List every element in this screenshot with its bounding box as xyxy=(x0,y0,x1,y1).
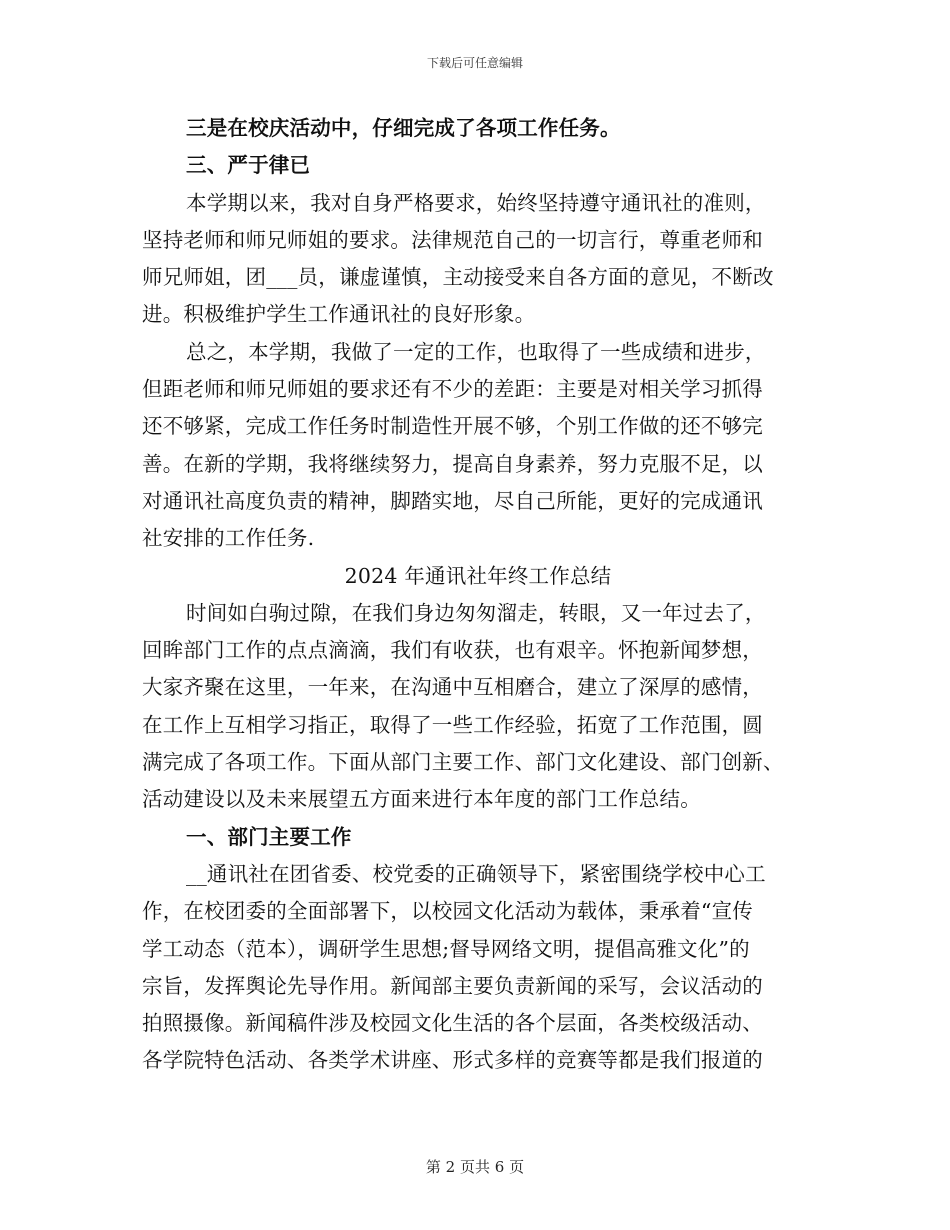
paragraph-line: 进。积极维护学生工作通讯社的良好形象。 xyxy=(142,302,536,327)
paragraph-line: 各学院特色活动、各类学术讲座、形式多样的竞赛等都是我们报道的 xyxy=(142,1048,763,1073)
paragraph-line: 作，在校团委的全面部署下，以校园文化活动为载体，秉承着“宣传 xyxy=(142,899,753,924)
paragraph-line: 满完成了各项工作。下面从部门主要工作、部门文化建设、部门创新、 xyxy=(142,750,784,775)
paragraph-line: __通讯社在团省委、校党委的正确领导下，紧密围绕学校中心工 xyxy=(186,861,766,886)
paragraph-line: 三是在校庆活动中，仔细完成了各项工作任务。 xyxy=(186,116,621,140)
page-footer: 第 2 页共 6 页 xyxy=(425,1158,525,1176)
section-heading: 三、严于律已 xyxy=(186,153,311,178)
paragraph-line: 坚持老师和师兄师姐的要求。法律规范自己的一切言行，尊重老师和 xyxy=(142,227,763,252)
paragraph-line: 师兄师姐，团___员，谦虚谨慎，主动接受来自各方面的意见，不断改 xyxy=(142,265,774,290)
paragraph-line: 活动建设以及未来展望五方面来进行本年度的部门工作总结。 xyxy=(142,787,701,812)
paragraph-line: 拍照摄像。新闻稿件涉及校园文化生活的各个层面，各类校级活动、 xyxy=(142,1011,763,1036)
paragraph-line: 时间如白驹过隙，在我们身边匆匆溜走，转眼，又一年过去了， xyxy=(186,600,766,625)
section-heading: 一、部门主要工作 xyxy=(186,824,352,849)
paragraph-line: 大家齐聚在这里，一年来，在沟通中互相磨合，建立了深厚的感情， xyxy=(142,675,763,700)
paragraph-line: 在工作上互相学习指正，取得了一些工作经验，拓宽了工作范围，圆 xyxy=(142,712,763,737)
paragraph-line: 回眸部门工作的点点滴滴，我们有收获，也有艰辛。怀抱新闻梦想， xyxy=(142,638,763,663)
paragraph-line: 宗旨，发挥舆论先导作用。新闻部主要负责新闻的采写，会议活动的 xyxy=(142,973,763,998)
paragraph-line: 但距老师和师兄师姐的要求还有不少的差距：主要是对相关学习抓得 xyxy=(142,377,763,402)
paragraph-line: 学工动态（范本），调研学生思想;督导网络文明，提倡高雅文化”的 xyxy=(142,936,750,961)
document-body xyxy=(142,110,814,1080)
page-header: 下载后可任意编辑 xyxy=(426,56,523,70)
paragraph-line: 本学期以来，我对自身严格要求，始终坚持遵守通讯社的准则， xyxy=(186,190,766,215)
document-title: 2024 年通讯社年终工作总结 xyxy=(344,563,612,588)
paragraph-line: 还不够紧，完成工作任务时制造性开展不够，个别工作做的还不够完 xyxy=(142,414,763,439)
paragraph-line: 善。在新的学期，我将继续努力，提高自身素养，努力克服不足，以 xyxy=(142,451,763,476)
paragraph-line: 对通讯社高度负责的精神，脚踏实地，尽自己所能，更好的完成通讯 xyxy=(142,488,763,513)
paragraph-line: 总之，本学期，我做了一定的工作，也取得了一些成绩和进步， xyxy=(186,339,766,364)
paragraph-line: 社安排的工作任务. xyxy=(142,526,315,551)
